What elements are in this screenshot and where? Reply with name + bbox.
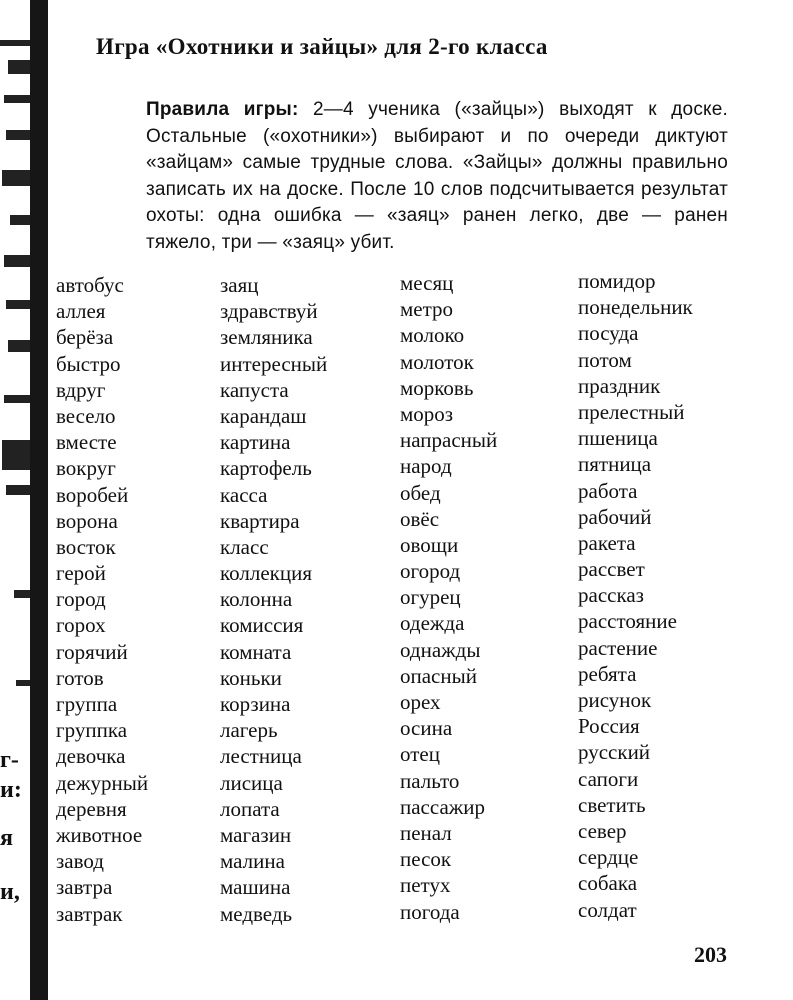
- binding-mark: [10, 215, 30, 225]
- rules-heading: Правила игры:: [146, 99, 299, 120]
- word-item: лагерь: [220, 718, 278, 743]
- word-item: осина: [400, 716, 453, 741]
- word-item: орех: [400, 690, 441, 714]
- page-number: 203: [694, 942, 727, 967]
- word-item: рабочий: [578, 504, 652, 529]
- word-item: восток: [56, 534, 116, 559]
- binding-mark: [6, 130, 30, 140]
- rules-text: 2—4 ученика («зайцы») выходят к доске. Остальные («охотники») выбирают и по очереди диктуют «зайцам» самые трудные слова. «Зайцы» должны правильно записать их на доске. После 10 слов подсчитывается результат охоты: одна ошибка — «заяц» ранен легко, две — ранен тяжело, три — «заяц» убит.: [146, 99, 728, 253]
- word-item: морковь: [400, 375, 474, 400]
- word-item: прелестный: [578, 399, 685, 424]
- word-item: берёза: [56, 325, 114, 350]
- binding-mark: [0, 40, 30, 46]
- binding-mark: [2, 440, 30, 470]
- word-item: животное: [56, 822, 143, 847]
- binding-mark: [16, 680, 30, 686]
- word-item: комиссия: [220, 613, 304, 638]
- binding-mark: [14, 590, 30, 598]
- word-item: погода: [400, 899, 460, 924]
- word-list: [56, 269, 746, 932]
- word-item: коллекция: [220, 561, 312, 586]
- word-item: магазин: [220, 822, 292, 847]
- word-item: обед: [400, 480, 441, 505]
- word-item: картина: [220, 430, 291, 455]
- word-item: петух: [400, 873, 451, 898]
- word-item: квартира: [220, 508, 300, 533]
- word-item: герой: [56, 561, 106, 586]
- binding-mark: [8, 340, 30, 352]
- word-item: рисунок: [578, 688, 652, 712]
- binding-mark: [6, 300, 30, 309]
- word-item: молоток: [400, 349, 474, 374]
- word-item: дежурный: [56, 770, 149, 795]
- word-item: лопата: [220, 796, 280, 821]
- word-item: понедельник: [578, 295, 693, 320]
- word-item: здравствуй: [220, 299, 318, 324]
- word-item: посуда: [578, 321, 639, 346]
- word-item: завтрак: [56, 901, 123, 926]
- word-column-1: [56, 272, 148, 927]
- word-item: весело: [56, 403, 116, 428]
- binding-text-fragment: г-: [0, 747, 19, 773]
- word-item: лисица: [220, 770, 283, 795]
- word-item: пенал: [400, 820, 452, 845]
- word-item: автобус: [56, 273, 124, 297]
- word-item: пшеница: [578, 426, 658, 451]
- word-item: молоко: [400, 323, 465, 348]
- word-item: земляника: [220, 325, 313, 350]
- word-column-2: [220, 272, 327, 927]
- word-item: помидор: [578, 269, 656, 293]
- word-item: группка: [56, 718, 128, 743]
- page-title: Игра «Охотники и зайцы» для 2-го класса: [96, 34, 548, 59]
- word-item: вместе: [56, 430, 117, 455]
- word-item: девочка: [56, 744, 126, 769]
- word-column-4: [578, 268, 693, 923]
- word-item: класс: [220, 534, 269, 559]
- word-item: праздник: [578, 373, 661, 398]
- word-item: растение: [578, 635, 658, 660]
- word-item: заяц: [220, 273, 259, 297]
- word-item: деревня: [56, 796, 127, 821]
- word-item: пальто: [400, 768, 460, 793]
- word-item: воробей: [56, 482, 129, 507]
- word-item: ракета: [578, 530, 636, 555]
- word-item: готов: [56, 665, 104, 690]
- word-item: малина: [220, 849, 285, 874]
- word-item: рассвет: [578, 557, 645, 582]
- word-item: огород: [400, 559, 461, 584]
- word-item: машина: [220, 875, 291, 900]
- binding-mark: [6, 485, 30, 495]
- word-item: сердце: [578, 845, 639, 870]
- word-item: вдруг: [56, 377, 106, 402]
- binding-text-fragment: и:: [0, 777, 22, 803]
- binding-mark: [8, 60, 30, 74]
- word-item: песок: [400, 847, 452, 872]
- word-item: солдат: [578, 897, 637, 922]
- word-item: рассказ: [578, 583, 644, 608]
- binding-mark: [2, 170, 30, 186]
- word-item: быстро: [56, 351, 121, 376]
- binding-text-fragment: я: [0, 825, 13, 851]
- word-item: пассажир: [400, 794, 486, 819]
- word-item: коньки: [220, 665, 282, 690]
- book-binding-edge: [0, 0, 48, 1000]
- word-item: овощи: [400, 532, 459, 557]
- word-item: пятница: [578, 452, 652, 477]
- game-rules: [146, 97, 728, 256]
- word-column-3: [400, 270, 497, 925]
- word-item: одежда: [400, 611, 465, 636]
- word-item: ребята: [578, 661, 637, 686]
- word-item: аллея: [56, 299, 106, 324]
- word-item: собака: [578, 871, 638, 896]
- word-item: мороз: [400, 401, 454, 426]
- word-item: светить: [578, 792, 646, 817]
- word-item: медведь: [220, 901, 293, 926]
- binding-shadow: [30, 0, 48, 1000]
- word-item: картофель: [220, 456, 312, 481]
- word-item: напрасный: [400, 428, 498, 453]
- word-item: метро: [400, 297, 454, 322]
- binding-mark: [4, 255, 30, 267]
- word-item: потом: [578, 347, 632, 372]
- word-item: сапоги: [578, 766, 639, 791]
- word-item: народ: [400, 454, 452, 479]
- word-item: интересный: [220, 351, 328, 376]
- word-item: вокруг: [56, 456, 116, 481]
- word-item: Россия: [578, 714, 640, 739]
- word-item: завод: [56, 849, 104, 874]
- word-item: колонна: [220, 587, 293, 612]
- word-item: касса: [220, 482, 268, 507]
- word-item: огурец: [400, 585, 461, 610]
- word-item: север: [578, 818, 627, 843]
- word-item: группа: [56, 692, 118, 716]
- binding-mark: [4, 395, 30, 403]
- word-item: ворона: [56, 508, 118, 533]
- word-item: отец: [400, 742, 440, 767]
- word-item: город: [56, 587, 106, 612]
- word-item: капуста: [220, 377, 289, 402]
- word-item: расстояние: [578, 609, 677, 634]
- word-item: горячий: [56, 639, 128, 664]
- word-item: корзина: [220, 692, 291, 716]
- binding-text-fragment: и,: [0, 879, 20, 905]
- binding-mark: [4, 95, 30, 103]
- word-item: однажды: [400, 637, 481, 662]
- word-item: работа: [578, 478, 638, 503]
- word-item: горох: [56, 613, 106, 638]
- word-item: комната: [220, 639, 292, 664]
- word-item: русский: [578, 740, 651, 765]
- word-item: опасный: [400, 663, 477, 688]
- word-item: завтра: [56, 875, 113, 900]
- word-item: лестница: [220, 744, 302, 769]
- word-item: овёс: [400, 506, 440, 531]
- word-item: карандаш: [220, 403, 307, 428]
- word-item: месяц: [400, 271, 454, 295]
